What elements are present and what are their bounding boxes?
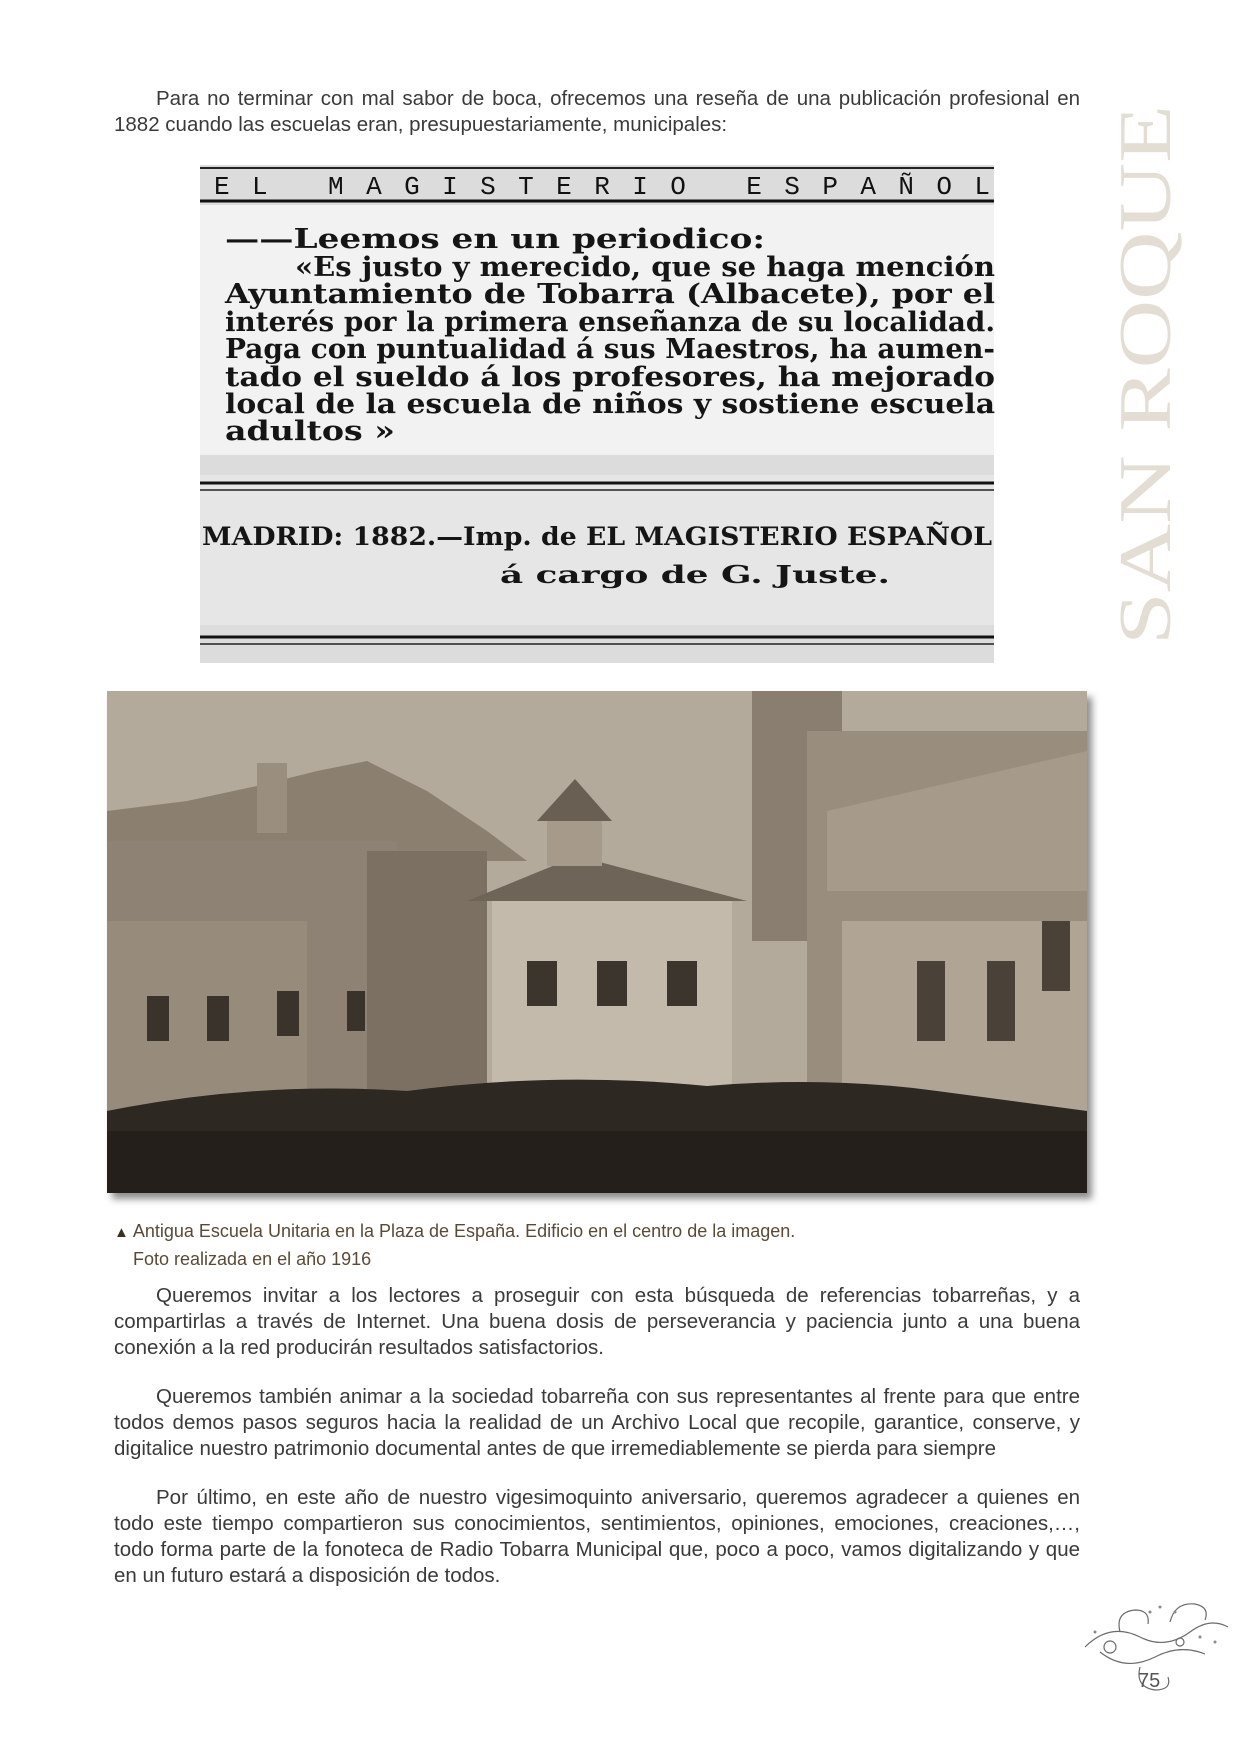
- caption-line-1: Antigua Escuela Unitaria en la Plaza de España. Edificio en el centro de la imagen.: [132, 1221, 796, 1241]
- ultimo-paragraph: Por último, en este año de nuestro vigesimoquinto aniversario, queremos agradecer a quienes en todo este tiempo compartieron sus conocimientos, sentimientos, opiniones, emociones, creaciones,…, todo forma parte de la fonoteca de Radio Tobarra Municipal que, poco a poco, vamos digitalizando y que en un futuro estará a disposición de todos.: [114, 1486, 1080, 1587]
- clipping-line-8: adultos »: [225, 416, 395, 447]
- clipping-masthead: EL MAGISTERIO ESPAÑOL: [214, 172, 1004, 202]
- page-number: 75: [1138, 1670, 1161, 1692]
- photo-caption: [114, 1218, 1014, 1272]
- caption-line-2: Foto realizada en el año 1916: [133, 1249, 372, 1269]
- clipping-imprint-1: MADRID: 1882.—Imp. de EL MAGISTERIO ESPAÑOL: [202, 522, 993, 551]
- clipping-line-7: local de la escuela de niños y sostiene escuela: [225, 389, 995, 420]
- invite-paragraph: Queremos invitar a los lectores a proseguir con esta búsqueda de referencias tobarreñas, y a compartirlas a través de Internet. Una buena dosis de perseverancia y paciencia junto a una buena conexión a la red producirán resultados satisfactorios.: [114, 1284, 1080, 1359]
- animar-paragraph: Queremos también animar a la sociedad tobarreña con sus representantes al frente para que entre todos demos pasos seguros hacia la realidad de un Archivo Local que recopile, garantice, conserve, y digitalice nuestro patrimonio documental antes de que irremediablemente se pierda para siempre: [114, 1385, 1080, 1460]
- side-title-text: SAN ROQUE: [1105, 223, 1187, 645]
- clipping-line-1: ——Leemos en un periodico:: [225, 224, 765, 255]
- intro-paragraph: Para no terminar con mal sabor de boca, ofrecemos una reseña de una publicación profesional en 1882 cuando las escuelas eran, presupuestariamente, municipales:: [114, 87, 1080, 136]
- clipping-line-3: Ayuntamiento de Tobarra (Albacete), por el: [223, 279, 996, 310]
- clipping-line-2: «Es justo y merecido, que se haga mención: [295, 252, 996, 283]
- clipping-imprint-2: á cargo de G. Juste.: [500, 560, 890, 589]
- newspaper-clipping: [200, 165, 1004, 663]
- clipping-line-4: interés por la primera enseñanza de su localidad.: [225, 307, 995, 338]
- clipping-line-5: Paga con puntualidad á sus Maestros, ha aumen-: [225, 334, 995, 365]
- side-title: [1105, 100, 1187, 650]
- clipping-line-6: tado el sueldo á los profesores, ha mejorado: [225, 362, 995, 393]
- triangle-up-icon: ▲: [114, 1224, 129, 1241]
- historic-photo: [107, 691, 1087, 1193]
